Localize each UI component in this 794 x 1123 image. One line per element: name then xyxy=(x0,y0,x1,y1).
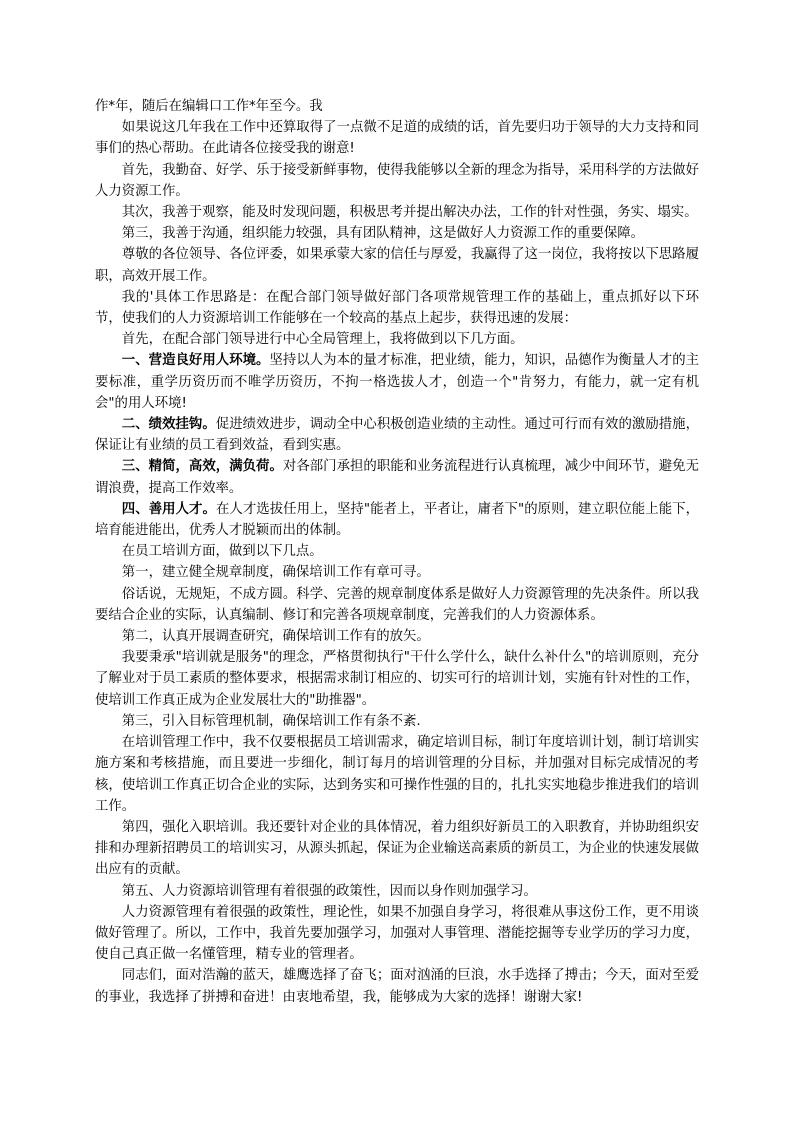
paragraph-6 xyxy=(95,287,699,329)
document-body xyxy=(95,96,699,1008)
paragraph-12 xyxy=(95,541,699,562)
paragraph-text: 在员工培训方面，做到以下几点。 xyxy=(121,544,323,560)
paragraph-3 xyxy=(95,202,699,223)
paragraph-text: 首先，我勤奋、好学、乐于接受新鲜事物，使得我能够以全新的理念为指导，采用科学的方法做好人力资源工作。 xyxy=(95,162,699,199)
paragraph-text: 尊敬的各位领导、各位评委，如果承蒙大家的信任与厚爱，我赢得了这一岗位，我将按以下思路履职，高效开展工作。 xyxy=(95,247,699,284)
paragraph-text: 同志们，面对浩瀚的蓝天，雄鹰选择了奋飞；面对汹涌的巨浪，水手选择了搏击；今天，面对至爱的事业，我选择了拼搏和奋进！由衷地希望，我，能够成为大家的选择！谢谢大家! xyxy=(95,968,699,1005)
paragraph-text: 俗话说，无规矩，不成方圆。科学、完善的规章制度体系是做好人力资源管理的先决条件。所以我要结合企业的实际，认真编制、修订和完善各项规章制度，完善我们的人力资源体系。 xyxy=(95,586,699,623)
paragraph-text: 在人才选拔任用上，坚持"能者上，平者让，庸者下"的原则，建立职位能上能下，培育能进能出，优秀人才脱颖而出的体制。 xyxy=(95,501,699,539)
paragraph-7 xyxy=(95,329,699,350)
paragraph-heading: 二、绩效挂钩。 xyxy=(121,417,216,433)
paragraph-17 xyxy=(95,711,699,732)
paragraph-2 xyxy=(95,160,699,202)
paragraph-text: 首先，在配合部门领导进行中心全局管理上，我将做到以下几方面。 xyxy=(121,332,524,348)
paragraph-heading: 四、善用人才。 xyxy=(121,501,216,517)
paragraph-4 xyxy=(95,223,699,244)
paragraph-text: 我的'具体工作思路是：在配合部门领导做好部门各项常规管理工作的基础上，重点抓好以下环节，使我们的人力资源培训工作能够在一个较高的基点上起步，获得迅速的发展： xyxy=(95,289,699,327)
paragraph-1 xyxy=(95,117,699,159)
paragraph-0 xyxy=(95,96,699,117)
paragraph-text: 如果说这几年我在工作中还算取得了一点微不足道的成绩的话，首先要归功于领导的大力支持和同事们的热心帮助。在此请各位接受我的谢意! xyxy=(95,120,699,157)
paragraph-heading: 三、精简，高效，满负荷。 xyxy=(121,459,283,475)
paragraph-14 xyxy=(95,584,699,626)
paragraph-text: 在培训管理工作中，我不仅要根据员工培训需求，确定培训目标，制订年度培训计划，制订培训实施方案和考核措施，而且要进一步细化，制订每月的培训管理的分目标，并加强对目标完成情况的考核，使培训工作真正切合企业的实际，达到务实和可操作性强的目的，扎扎实实地稳步推进我们的培训工作。 xyxy=(95,735,699,814)
paragraph-text: 作*年，随后在编辑口工作*年至今。我 xyxy=(95,99,323,114)
paragraph-text: 坚持以人为本的量才标准，把业绩，能力，知识，品德作为衡量人才的主要标准，重学历资历而不唯学历资历，不拘一格选拔人才，创造一个"肯努力，有能力，就一定有机会"的用人环境! xyxy=(95,353,700,411)
paragraph-10 xyxy=(95,456,699,498)
paragraph-19 xyxy=(95,817,699,881)
paragraph-text: 促进绩效进步，调动全中心积极创造业绩的主动性。通过可行而有效的激励措施，保证让有业绩的员工看到效益，看到实惠。 xyxy=(95,417,699,454)
paragraph-text: 第四，强化入职培训。我还要针对企业的具体情况，着力组织好新员工的入职教育，并协助组织安排和办理新招聘员工的培训实习，从源头抓起，保证为企业输送高素质的新员工，为企业的快速发展做出应有的贡献。 xyxy=(95,819,699,878)
paragraph-text: 我要秉承"培训就是服务"的理念，严格贯彻执行"干什么学什么，缺什么补什么"的培训原则，充分了解业对于员工素质的整体要求，根据需求制订相应的、切实可行的培训计划，实施有针对性的工作，使培训工作真正成为企业发展壮大的"助推器"。 xyxy=(95,650,699,708)
paragraph-5 xyxy=(95,244,699,286)
paragraph-text: 第三，引入目标管理机制，确保培训工作有条不紊. xyxy=(121,713,421,729)
paragraph-8 xyxy=(95,350,699,414)
paragraph-20 xyxy=(95,881,699,902)
paragraph-text: 第三，我善于沟通，组织能力较强，具有团队精神，这是做好人力资源工作的重要保障。 xyxy=(121,226,645,242)
paragraph-15 xyxy=(95,626,699,647)
paragraph-text: 人力资源管理有着很强的政策性，理论性，如果不加强自身学习，将很难从事这份工作，更不用谈做好管理了。所以，工作中，我首先要加强学习，加强对人事管理、潜能挖掘等专业学历的学习力度，使自己真正做一名懂管理，精专业的管理者。 xyxy=(95,904,699,963)
paragraph-18 xyxy=(95,732,699,817)
paragraph-16 xyxy=(95,647,699,711)
paragraph-text: 其次，我善于观察，能及时发现问题，积极思考并提出解决办法，工作的针对性强，务实、塌实。 xyxy=(121,205,698,221)
paragraph-9 xyxy=(95,414,699,456)
paragraph-text: 对各部门承担的职能和业务流程进行认真梳理，减少中间环节，避免无谓浪费，提高工作效率。 xyxy=(95,459,700,496)
paragraph-text: 第一，建立健全规章制度，确保培训工作有章可寻。 xyxy=(121,565,430,581)
paragraph-11 xyxy=(95,499,699,541)
paragraph-22 xyxy=(95,965,699,1007)
paragraph-21 xyxy=(95,902,699,966)
paragraph-13 xyxy=(95,562,699,583)
paragraph-text: 第五、人力资源培训管理有着很强的政策性，因而以身作则加强学习。 xyxy=(121,883,537,899)
paragraph-text: 第二，认真开展调查研究，确保培训工作有的放矢。 xyxy=(121,629,430,645)
paragraph-heading: 一、营造良好用人环境。 xyxy=(121,353,270,369)
